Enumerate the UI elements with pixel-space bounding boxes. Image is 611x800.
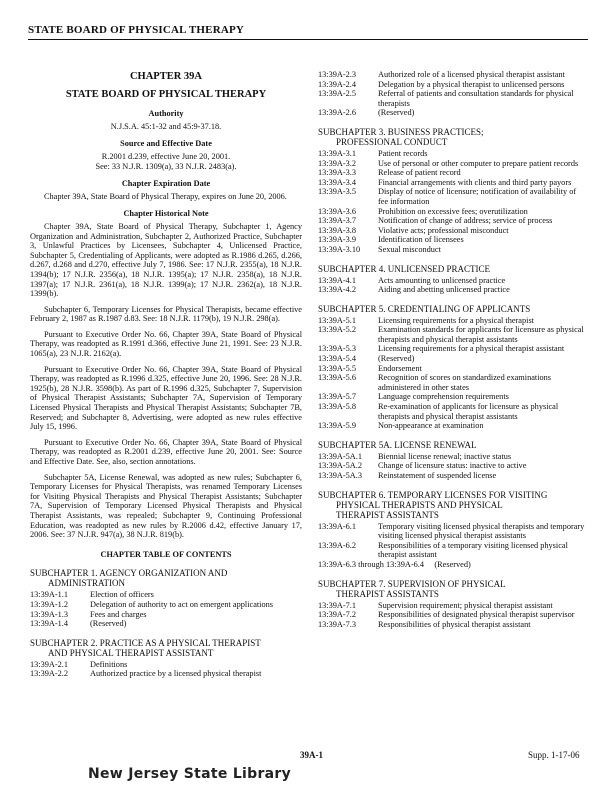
- history-paragraph: Subchapter 5A, License Renewal, was adopted as new rules; Subchapter 6, Temporary Licenses for Physical Therapists, was renamed Temporary Licenses for Visiting Physical Therapists and Physical Therapist Assistants; Subchapter 7A, Supervision of Temporary Licensed Physical Therapists and Physical Therapist Assistants, was repealed; Subchapter 9, Continuing Professional Education, was readopted as new rules by R.2006 d.42, effective January 17, 2006. See: 37 N.J.R. 947(a), 38 N.J.R. 819(b).: [30, 472, 302, 540]
- section-title: Examination standards for applicants for licensure as physical therapists and physical therapist assistants: [378, 325, 584, 344]
- subchapter-heading-line: ADMINISTRATION: [48, 578, 125, 589]
- history-paragraph: Pursuant to Executive Order No. 66, Chapter 39A, State Board of Physical Therapy, was readopted as R.2001 d.239, effective June 20, 2001. See: Source and Effective Date. See, also, section annotations.: [30, 437, 302, 466]
- section-title: Responsibilities of designated physical therapist supervisor: [378, 610, 575, 620]
- section-number: 13:39A-5.1: [318, 315, 357, 325]
- toc-row: [318, 108, 586, 118]
- left-column: [30, 70, 302, 679]
- section-number: 13:39A-3.8: [318, 225, 357, 235]
- section-title: Reinstatement of suspended license: [378, 471, 497, 480]
- toc-row: [318, 452, 586, 462]
- section-number: 13:39A-5.4: [318, 354, 357, 364]
- toc-row: [318, 80, 586, 90]
- section-number: 13:39A-3.9: [318, 235, 357, 245]
- section-title: Use of personal or other computer to prepare patient records: [378, 158, 579, 168]
- history-paragraph: Subchapter 6, Temporary Licenses for Physical Therapists, became effective February 2, 1987 as R.1987 d.83. See: 18 N.J.R. 1179(b), 19 N.J.R. 298(a).: [30, 304, 302, 324]
- section-number: 13:39A-5A.3: [318, 471, 363, 480]
- toc-row: [318, 245, 586, 255]
- toc-row: [318, 461, 586, 471]
- section-number: 13:39A-2.6: [318, 108, 357, 118]
- subchapter-heading-line: SUBCHAPTER 5. CREDENTIALING OF APPLICANTS: [318, 303, 531, 314]
- toc-row: [318, 402, 586, 421]
- section-title: Endorsement: [378, 363, 422, 373]
- subchapter-heading: [318, 579, 586, 599]
- section-title: (Reserved): [90, 619, 127, 629]
- toc-row: [318, 207, 586, 217]
- section-title: Licensing requirements for a physical therapist assistant: [378, 344, 565, 354]
- toc-row: [318, 168, 586, 178]
- section-number: 13:39A-1.2: [30, 599, 69, 609]
- page-number: 39A-1: [300, 750, 323, 760]
- subchapter-heading-line: SUBCHAPTER 1. AGENCY ORGANIZATION AND: [30, 568, 228, 579]
- toc-row: [30, 660, 302, 670]
- section-number: 13:39A-2.2: [30, 669, 69, 679]
- toc-row: [318, 226, 586, 236]
- section-title: Supervision requirement; physical therapist assistant: [378, 600, 553, 610]
- subchapter-heading-line: SUBCHAPTER 4. UNLICENSED PRACTICE: [318, 263, 491, 274]
- section-number: 13:39A-5.3: [318, 344, 357, 354]
- toc-row: [318, 373, 586, 392]
- section-number: 13:39A-7.2: [318, 610, 357, 620]
- subchapter-heading: [318, 304, 586, 314]
- toc-row: [318, 620, 586, 630]
- section-number: 13:39A-5.2: [318, 325, 357, 335]
- section-number: 13:39A-3.5: [318, 187, 357, 197]
- toc-row: [30, 669, 302, 679]
- section-title: Responsibilities of physical therapist assistant: [378, 619, 531, 629]
- toc-row: [318, 149, 586, 159]
- authority-text: N.J.S.A. 45:1-32 and 45:9-37.18.: [110, 121, 222, 131]
- section-number: 13:39A-3.2: [318, 158, 357, 168]
- section-title: Authorized practice by a licensed physical therapist: [90, 669, 262, 679]
- section-number: 13:39A-5.8: [318, 402, 357, 412]
- section-title: (Reserved): [378, 108, 415, 118]
- toc-row: [318, 344, 586, 354]
- section-title: Referral of patients and consultation standards for physical therapists: [378, 89, 574, 108]
- section-title: Violative acts; professional misconduct: [378, 225, 509, 235]
- subchapter-heading-line: PROFESSIONAL CONDUCT: [336, 136, 448, 147]
- subchapter-heading-line: THERAPIST ASSISTANTS: [336, 509, 439, 520]
- subchapter-heading-line: SUBCHAPTER 6. TEMPORARY LICENSES FOR VISITING: [318, 489, 548, 500]
- section-number: 13:39A-4.2: [318, 285, 357, 295]
- section-number: 13:39A-1.4: [30, 619, 69, 629]
- section-number: 13:39A-3.3: [318, 168, 357, 178]
- toc-row: [318, 216, 586, 226]
- toc-heading: CHAPTER TABLE OF CONTENTS: [100, 549, 232, 559]
- section-title: (Reserved): [378, 354, 415, 364]
- section-title: Biennial license renewal; inactive status: [378, 451, 512, 461]
- section-title: Language comprehension requirements: [378, 392, 509, 402]
- section-title: Sexual misconduct: [378, 244, 441, 254]
- toc-row: [318, 285, 586, 295]
- history-heading: Chapter Historical Note: [123, 209, 209, 219]
- section-number: 13:39A-5.7: [318, 392, 357, 402]
- section-number: 13:39A-1.1: [30, 590, 69, 600]
- toc-row: [318, 392, 586, 402]
- section-number: 13:39A-2.5: [318, 89, 357, 99]
- expiration-text: Chapter 39A, State Board of Physical Therapy, expires on June 20, 2006.: [44, 191, 287, 201]
- section-number: 13:39A-2.1: [30, 659, 69, 669]
- subchapter-heading: [318, 490, 586, 520]
- toc-row: [318, 70, 586, 80]
- section-number: 13:39A-3.1: [318, 148, 357, 158]
- section-title: Prohibition on excessive fees; overutilization: [378, 206, 528, 216]
- toc-row: [30, 590, 302, 600]
- section-title: Authorized role of a licensed physical therapist assistant: [378, 70, 565, 79]
- section-number: 13:39A-2.4: [318, 79, 357, 89]
- section-number: 13:39A-5.6: [318, 373, 357, 383]
- toc-row: [30, 600, 302, 610]
- subchapter-heading: [318, 127, 586, 147]
- subchapter-heading: [318, 264, 586, 274]
- subchapter-heading-line: PHYSICAL THERAPISTS AND PHYSICAL: [336, 499, 503, 510]
- source-heading: Source and Effective Date: [120, 139, 212, 149]
- expiration-heading: Chapter Expiration Date: [121, 179, 211, 189]
- subchapter-heading-line: SUBCHAPTER 2. PRACTICE AS A PHYSICAL THERAPIST: [30, 637, 261, 648]
- toc-row: [318, 522, 586, 541]
- section-number: 13:39A-3.4: [318, 177, 357, 187]
- section-number: 13:39A-7.3: [318, 619, 357, 629]
- subchapter-heading-line: AND PHYSICAL THERAPIST ASSISTANT: [48, 647, 214, 658]
- section-title: Delegation of authority to act on emergent applications: [90, 599, 274, 609]
- toc-row: [30, 619, 302, 629]
- subchapter-heading-line: THERAPIST ASSISTANTS: [336, 588, 439, 599]
- section-title: Change of licensure status: inactive to active: [378, 461, 527, 471]
- section-title: Display of notice of licensure; notification of availability of fee information: [378, 187, 577, 206]
- section-title: Fees and charges: [90, 609, 147, 619]
- toc-row: [318, 364, 586, 374]
- section-number: 13:39A-1.3: [30, 609, 69, 619]
- authority-heading: Authority: [148, 109, 184, 119]
- chapter-title: STATE BOARD OF PHYSICAL THERAPY: [65, 88, 267, 100]
- subchapter-heading-line: SUBCHAPTER 3. BUSINESS PRACTICES;: [318, 126, 484, 137]
- subchapter-heading: [30, 638, 302, 658]
- section-number: 13:39A-4.1: [318, 275, 357, 285]
- section-title: Temporary visiting licensed physical therapists and temporary visiting licensed physical therapist assistants: [378, 521, 585, 541]
- section-number: 13:39A-5A.2: [318, 461, 363, 471]
- section-number: 13:39A-7.1: [318, 600, 357, 610]
- section-title: Re-examination of applicants for licensure as physical therapists and physical therapist assistants: [378, 402, 559, 421]
- history-paragraph: Pursuant to Executive Order No. 66, Chapter 39A, State Board of Physical Therapy, was readopted as R.1996 d.325, effective June 20, 1996. See: 28 N.J.R. 1925(b), 28 N.J.R. 3598(b). As part of R.1996 d.325, Subchapter 7, Supervision of Physical Therapist Assistants; Subchapter 7A, Supervision of Temporary Licensed Physical Therapists and Physical Therapist Assistants; Subchapter 7B, Reserved; and Subchapter 8, Advertising, were adopted as new rules effective July 15, 1996.: [30, 364, 302, 432]
- section-title: Recognition of scores on standardized examinations administered in other states: [378, 373, 552, 392]
- section-title: Definitions: [90, 659, 128, 669]
- toc-row: [318, 541, 586, 560]
- toc-row: [318, 89, 586, 108]
- section-number: 13:39A-5.5: [318, 363, 357, 373]
- section-number: 13:39A-6.1: [318, 521, 357, 531]
- section-title: Notification of change of address; service of process: [378, 216, 553, 226]
- toc-row: [318, 354, 586, 364]
- toc-row: [318, 325, 586, 344]
- source-line-1: R.2001 d.239, effective June 20, 2001.: [101, 151, 231, 161]
- toc-row: [318, 178, 586, 188]
- section-title: Identification of licensees: [378, 235, 464, 245]
- toc-row: [318, 276, 586, 286]
- toc-row: [318, 187, 586, 206]
- source-line-2: See: 33 N.J.R. 1309(a), 33 N.J.R. 2483(a).: [95, 161, 237, 171]
- history-paragraph: Pursuant to Executive Order No. 66, Chapter 39A, State Board of Physical Therapy, was readopted as R.1991 d.366, effective June 21, 1991. See: 23 N.J.R. 1065(a), 23 N.J.R. 2162(a).: [30, 329, 302, 359]
- section-number: 13:39A-5.9: [318, 421, 357, 431]
- toc-row: [318, 471, 586, 481]
- section-title: Non-appearance at examination: [378, 421, 484, 431]
- toc-row: [318, 610, 586, 620]
- section-title: Responsibilities of a temporary visiting licensed physical therapist assistant: [378, 540, 568, 560]
- history-paragraph: Chapter 39A, State Board of Physical Therapy, Subchapter 1, Agency Organization and Administration, Subchapter 2, Authorized Practice, Subchapter 3, Unlawful Practices by Licensees, Subchapter 4, Unlicensed Practice, Subchapter 5, Credentialing of Applicants, were adopted as R.1986 d.265, d.266, d.267, d.268 and d.270, effective July 7, 1986. See: 17 N.J.R. 2355(a), 18 N.J.R. 1394(b); 17 N.J.R. 2356(a), 18 N.J.R. 1395(a); 17 N.J.R. 2358(a), 18 N.J.R. 1397(a); 17 N.J.R. 2361(a), 18 N.J.R. 1399(a); 17 N.J.R. 2362(a), 18 N.J.R. 1399(b).: [30, 221, 302, 299]
- toc-row: [318, 159, 586, 169]
- section-title: Aiding and abetting unlicensed practice: [378, 285, 510, 295]
- section-title: Financial arrangements with clients and third party payors: [378, 177, 572, 187]
- section-title: Licensing requirements for a physical therapist: [378, 315, 534, 325]
- chapter-number: CHAPTER 39A: [129, 71, 203, 82]
- toc-row: [318, 601, 586, 611]
- toc-row: 13:39A-6.3 through 13:39A-6.4 (Reserved): [318, 559, 471, 569]
- section-title: Patient records: [378, 148, 428, 158]
- right-column: [318, 70, 586, 629]
- subchapter-heading: [318, 440, 586, 450]
- section-number: 13:39A-5A.1: [318, 451, 363, 461]
- toc-row: [318, 316, 586, 326]
- section-title: Release of patient record: [378, 168, 461, 178]
- section-title: Acts amounting to unlicensed practice: [378, 275, 506, 285]
- section-number: 13:39A-3.7: [318, 216, 357, 226]
- supplement-date: Supp. 1-17-06: [528, 750, 580, 760]
- toc-row: [318, 421, 586, 431]
- toc-row: [30, 610, 302, 620]
- section-number: 13:39A-3.10: [318, 244, 361, 254]
- section-number: 13:39A-6.2: [318, 540, 357, 550]
- section-number: 13:39A-2.3: [318, 70, 357, 79]
- section-number: 13:39A-3.6: [318, 206, 357, 216]
- subchapter-heading: [30, 568, 302, 588]
- section-title: Election of officers: [90, 590, 154, 600]
- library-stamp: New Jersey State Library: [88, 766, 292, 782]
- subchapter-heading-line: SUBCHAPTER 5A. LICENSE RENEWAL: [318, 439, 477, 450]
- section-title: Delegation by a physical therapist to unlicensed persons: [378, 79, 565, 89]
- subchapter-heading-line: SUBCHAPTER 7. SUPERVISION OF PHYSICAL: [318, 578, 506, 589]
- running-header: STATE BOARD OF PHYSICAL THERAPY: [28, 24, 588, 40]
- toc-row: [318, 235, 586, 245]
